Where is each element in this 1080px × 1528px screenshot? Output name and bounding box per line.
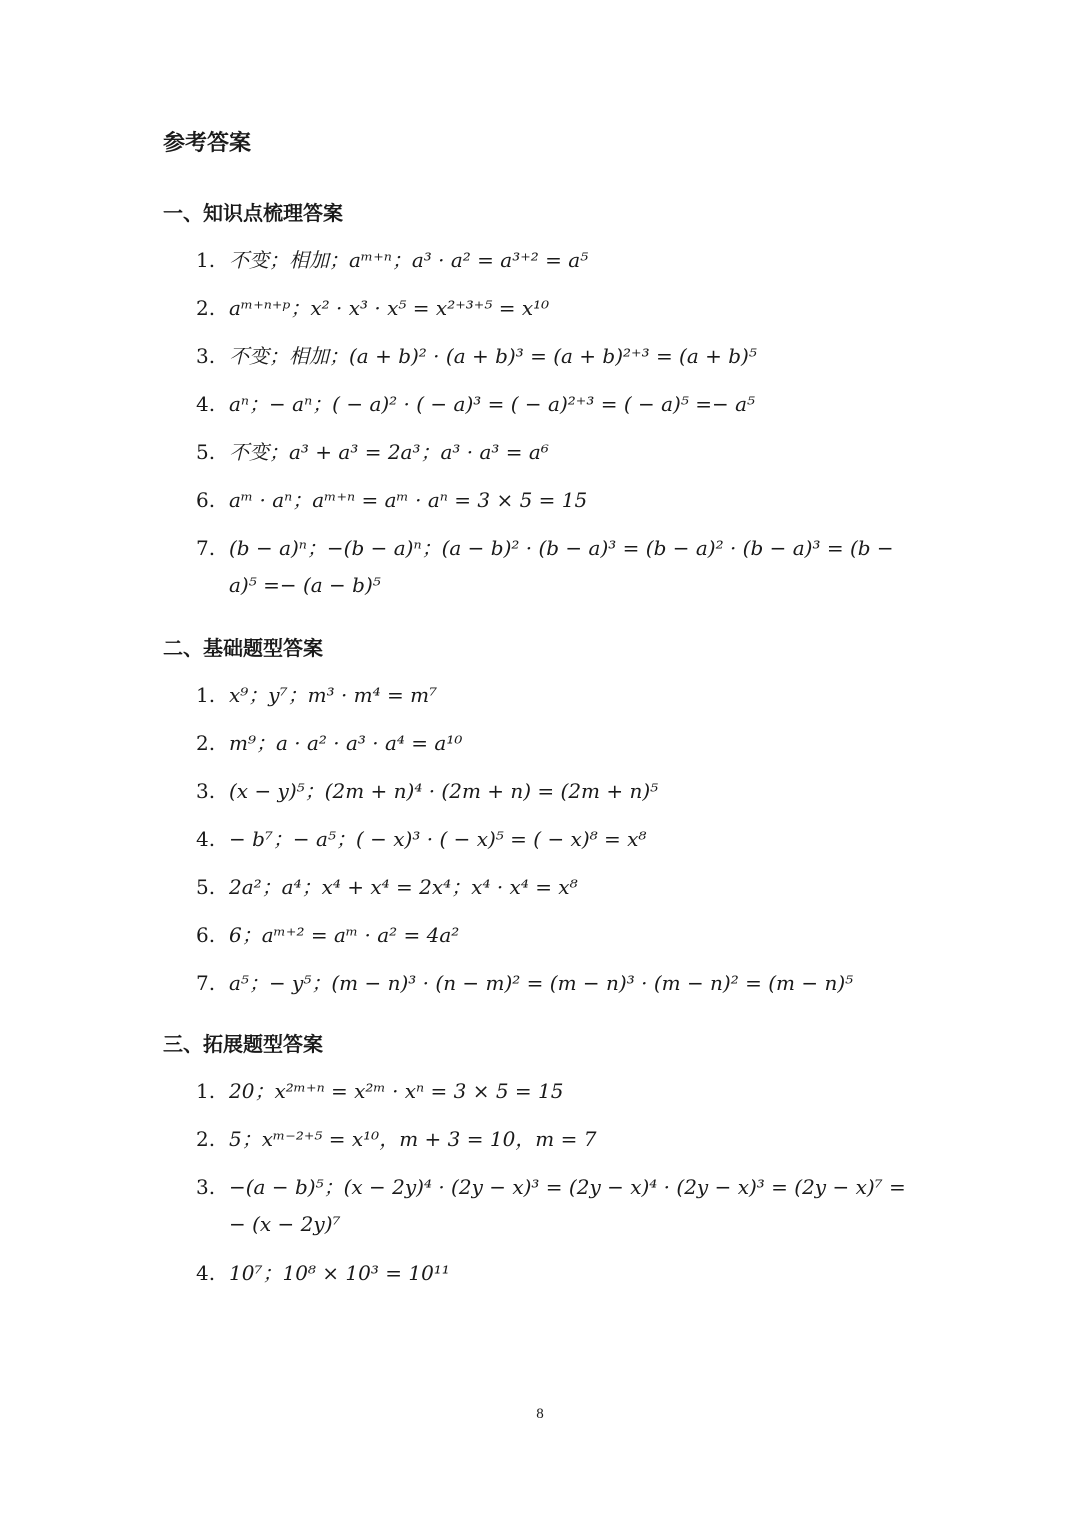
section-heading-extended: 三、拓展题型答案	[163, 1032, 323, 1056]
item-number: 2.	[196, 1127, 216, 1151]
item-number: 4.	[196, 1261, 216, 1285]
item-text: x⁹；y⁷；m³ · m⁴ = m⁷	[229, 683, 438, 707]
item-text: 5；xᵐ⁻²⁺⁵ = x¹⁰，m + 3 = 10，m = 7	[229, 1127, 597, 1151]
item-text: 不变；相加；aᵐ⁺ⁿ；a³ · a² = a³⁺² = a⁵	[229, 248, 589, 272]
item-number: 4.	[196, 392, 216, 416]
list-item	[196, 871, 916, 900]
item-number: 6.	[196, 923, 216, 947]
list-item	[196, 775, 916, 804]
item-text: aⁿ；− aⁿ；( − a)² · ( − a)³ = ( − a)²⁺³ = ( − a)⁵ =− a⁵	[229, 392, 756, 416]
item-text: 20；x²ᵐ⁺ⁿ = x²ᵐ · xⁿ = 3 × 5 = 15	[229, 1079, 564, 1103]
item-text: − b⁷；− a⁵；( − x)³ · ( − x)⁵ = ( − x)⁸ = x⁸	[229, 827, 647, 851]
list-item	[196, 436, 916, 465]
list-item	[196, 919, 916, 948]
item-number: 3.	[196, 1175, 216, 1199]
item-text: a⁵；− y⁵；(m − n)³ · (n − m)² = (m − n)³ · (m − n)² = (m − n)⁵	[229, 971, 854, 995]
item-number: 1.	[196, 1079, 216, 1103]
item-number: 5.	[196, 875, 216, 899]
list-item	[196, 1075, 916, 1104]
list-item	[196, 388, 916, 417]
item-number: 6.	[196, 488, 216, 512]
item-number: 1.	[196, 248, 216, 272]
item-text: 不变；a³ + a³ = 2a³；a³ · a³ = a⁶	[229, 440, 549, 464]
list-item	[196, 244, 916, 273]
list-item	[196, 1123, 916, 1152]
item-number: 7.	[196, 971, 216, 995]
list-item	[196, 292, 916, 321]
page-title: 参考答案	[163, 131, 252, 156]
list-item	[196, 532, 916, 597]
item-number: 2.	[196, 731, 216, 755]
item-text: 2a²；a⁴；x⁴ + x⁴ = 2x⁴；x⁴ · x⁴ = x⁸	[229, 875, 578, 899]
item-text: aᵐ · aⁿ；aᵐ⁺ⁿ = aᵐ · aⁿ = 3 × 5 = 15	[229, 488, 588, 512]
item-number: 1.	[196, 683, 216, 707]
section-heading-basic: 二、基础题型答案	[163, 636, 323, 660]
list-item	[196, 823, 916, 852]
item-text: m⁹；a · a² · a³ · a⁴ = a¹⁰	[229, 731, 463, 755]
page-number: 8	[536, 1406, 544, 1422]
item-text-continued: a)⁵ =− (a − b)⁵	[229, 573, 381, 597]
item-text: 10⁷；10⁸ × 10³ = 10¹¹	[229, 1261, 450, 1285]
list-item	[196, 679, 916, 708]
list-item	[196, 1257, 916, 1286]
item-text: 不变；相加；(a + b)² · (a + b)³ = (a + b)²⁺³ = (a + b)⁵	[229, 344, 757, 368]
item-number: 2.	[196, 296, 216, 320]
list-item	[196, 484, 916, 513]
item-number: 5.	[196, 440, 216, 464]
item-text: (x − y)⁵；(2m + n)⁴ · (2m + n) = (2m + n)⁵	[229, 779, 659, 803]
item-number: 3.	[196, 344, 216, 368]
item-number: 4.	[196, 827, 216, 851]
item-text: aᵐ⁺ⁿ⁺ᵖ；x² · x³ · x⁵ = x²⁺³⁺⁵ = x¹⁰	[229, 296, 550, 320]
list-item	[196, 727, 916, 756]
item-text: −(a − b)⁵；(x − 2y)⁴ · (2y − x)³ = (2y − x)⁴ · (2y − x)³ = (2y − x)⁷ =	[229, 1175, 906, 1199]
item-number: 3.	[196, 779, 216, 803]
list-item	[196, 340, 916, 369]
list-item	[196, 967, 916, 996]
item-text-continued: − (x − 2y)⁷	[229, 1212, 341, 1236]
item-text: 6；aᵐ⁺² = aᵐ · a² = 4a²	[229, 923, 460, 947]
section-heading-knowledge: 一、知识点梳理答案	[163, 201, 343, 225]
list-item	[196, 1171, 916, 1236]
item-text: (b − a)ⁿ；−(b − a)ⁿ；(a − b)² · (b − a)³ = (b − a)² · (b − a)³ = (b −	[229, 536, 894, 560]
item-number: 7.	[196, 536, 216, 560]
